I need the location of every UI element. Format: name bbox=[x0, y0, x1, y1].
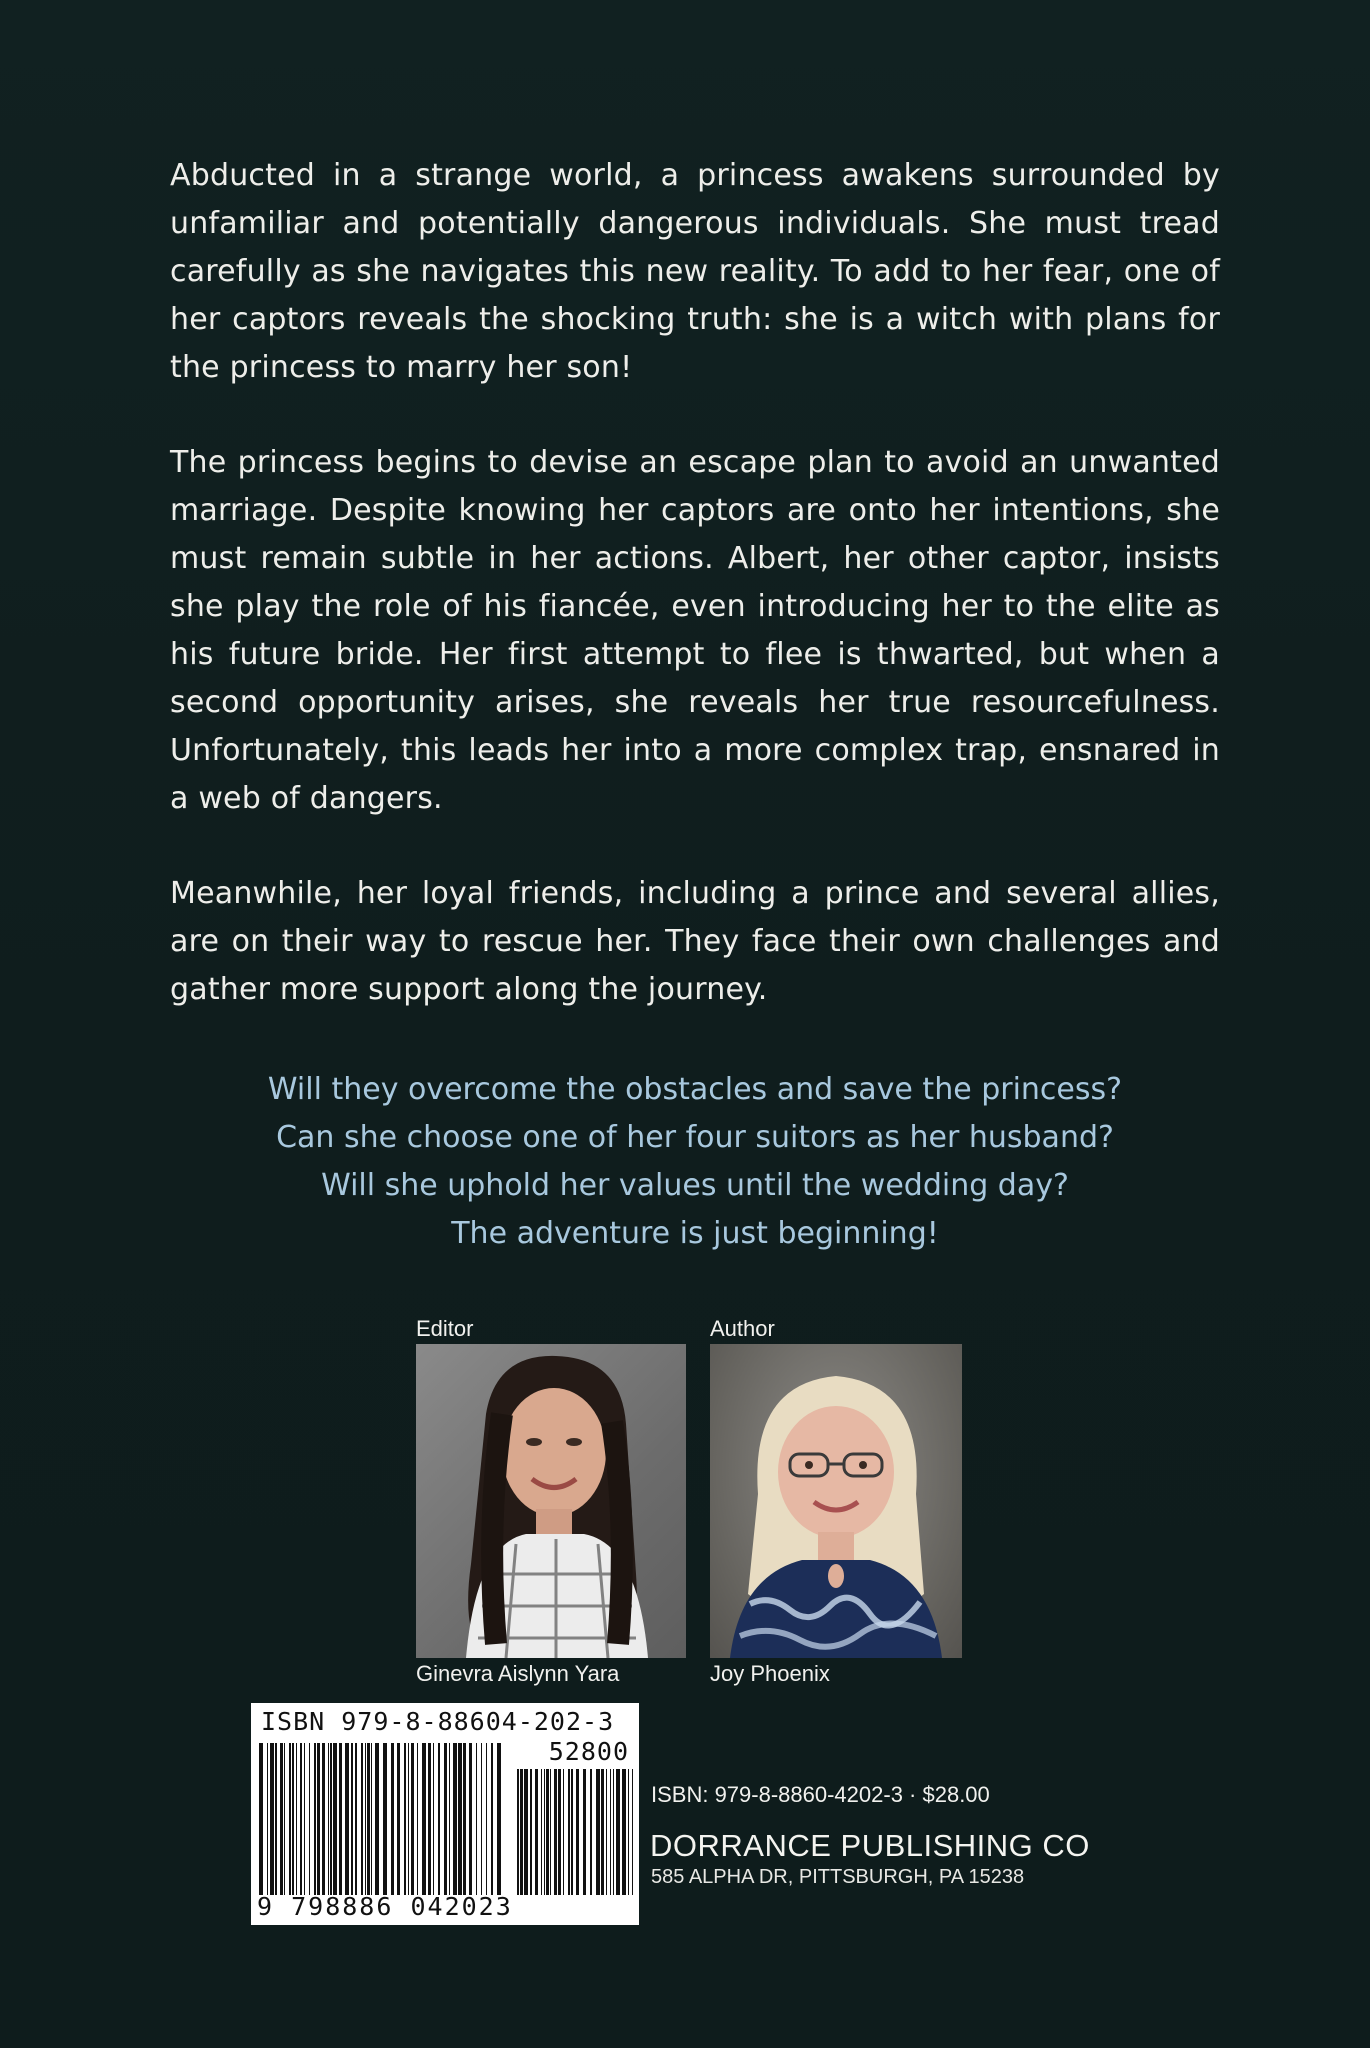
barcode-bar bbox=[517, 1769, 519, 1895]
barcode-bar bbox=[469, 1743, 472, 1895]
barcode-bar bbox=[524, 1769, 528, 1895]
barcode-digits: 9 798886 042023 bbox=[257, 1892, 513, 1921]
barcode-bar bbox=[583, 1769, 586, 1895]
barcode-bar bbox=[280, 1743, 283, 1895]
barcode-bar bbox=[397, 1743, 400, 1895]
barcode-bar bbox=[438, 1743, 440, 1895]
barcode-bar bbox=[345, 1743, 349, 1895]
barcode-bar bbox=[304, 1743, 305, 1895]
teaser-line-4: The adventure is just beginning! bbox=[451, 1216, 939, 1251]
barcode-bar bbox=[371, 1743, 372, 1895]
barcode-bar bbox=[408, 1743, 409, 1895]
barcode-bar bbox=[449, 1743, 450, 1895]
barcode-bar bbox=[558, 1769, 561, 1895]
barcode-bar bbox=[491, 1743, 493, 1895]
barcode-bar bbox=[563, 1769, 564, 1895]
author-name: Joy Phoenix bbox=[710, 1661, 830, 1686]
barcode-bar bbox=[535, 1769, 538, 1895]
editor-photo-block bbox=[416, 1314, 686, 1688]
barcode-bar bbox=[314, 1743, 316, 1895]
barcode-bar bbox=[463, 1743, 466, 1895]
barcode-bar bbox=[554, 1769, 557, 1895]
author-portrait-image bbox=[710, 1344, 962, 1658]
barcode-bar bbox=[428, 1743, 431, 1895]
barcode-isbn-text: ISBN 979-8-88604-202-3 bbox=[261, 1707, 615, 1736]
barcode-bar bbox=[391, 1743, 394, 1895]
teaser-line-2: Can she choose one of her four suitors as her husband? bbox=[276, 1120, 1114, 1155]
teaser-line-1: Will they overcome the obstacles and save the princess? bbox=[267, 1072, 1123, 1107]
barcode-bar bbox=[544, 1769, 545, 1895]
barcode-bar bbox=[571, 1769, 573, 1895]
barcode-bar bbox=[530, 1769, 532, 1895]
barcode-price-code: 52800 bbox=[548, 1737, 629, 1766]
author-photo-block bbox=[710, 1314, 962, 1688]
barcode-bar bbox=[361, 1743, 363, 1895]
barcode-bar bbox=[596, 1769, 600, 1895]
editor-portrait-image bbox=[416, 1344, 686, 1658]
barcode-bar bbox=[411, 1743, 414, 1895]
book-blurb bbox=[170, 152, 1220, 1061]
barcode-bar bbox=[322, 1743, 325, 1895]
barcode-bar bbox=[546, 1769, 549, 1895]
author-photo bbox=[710, 1344, 962, 1658]
barcode-bar bbox=[590, 1769, 592, 1895]
barcode-bar bbox=[351, 1743, 353, 1895]
barcode-bar bbox=[622, 1769, 626, 1895]
barcode-bar bbox=[383, 1743, 387, 1895]
barcode-bar bbox=[309, 1743, 310, 1895]
barcode-bar bbox=[613, 1769, 614, 1895]
barcode-bar bbox=[576, 1769, 579, 1895]
blurb-paragraph-1: Abducted in a strange world, a princess awakens surrounded by unfamiliar and potentially dangerous individuals. She must tread carefully as she navigates this new reality. To add to her fear, one of her captors reveals the shocking truth: she is a witch with plans for the princess to marry her son! bbox=[170, 158, 1220, 385]
editor-photo bbox=[416, 1344, 686, 1658]
barcode-bar bbox=[610, 1769, 611, 1895]
blurb-paragraph-3: Meanwhile, her loyal friends, including a prince and several allies, are on their way to rescue her. They face their own challenges and gather more support along the journey. bbox=[170, 876, 1220, 1007]
barcode-bar bbox=[259, 1743, 263, 1895]
isbn-price-line: ISBN: 979-8-8860-4202-3 · $28.00 bbox=[651, 1782, 990, 1807]
barcode-bar bbox=[444, 1743, 447, 1895]
teaser-line-3: Will she uphold her values until the wedding day? bbox=[321, 1168, 1069, 1203]
barcode-bar bbox=[289, 1743, 291, 1895]
barcode-bar bbox=[453, 1743, 457, 1895]
publisher-address: 585 ALPHA DR, PITTSBURGH, PA 15238 bbox=[651, 1866, 1025, 1888]
barcode-bar bbox=[481, 1743, 482, 1895]
editor-role-label: Editor bbox=[416, 1316, 474, 1341]
barcode-bar bbox=[275, 1743, 277, 1895]
barcode-bar bbox=[628, 1769, 629, 1895]
barcode-bar bbox=[270, 1743, 274, 1895]
isbn-barcode bbox=[251, 1703, 639, 1925]
barcode-bar bbox=[292, 1743, 294, 1895]
barcode-bar bbox=[606, 1769, 607, 1895]
barcode-bar bbox=[568, 1769, 570, 1895]
barcode-bar bbox=[267, 1743, 268, 1895]
publisher-name: DORRANCE PUBLISHING CO bbox=[650, 1828, 1090, 1863]
barcode-bar bbox=[632, 1769, 633, 1895]
barcode-bar bbox=[284, 1743, 285, 1895]
barcode-bar bbox=[601, 1769, 604, 1895]
barcode-bar bbox=[417, 1743, 418, 1895]
barcode-bar bbox=[330, 1743, 332, 1895]
barcode-bar bbox=[375, 1743, 379, 1895]
barcode-bar bbox=[458, 1743, 462, 1895]
barcode-bar bbox=[365, 1743, 366, 1895]
barcode-bar bbox=[422, 1743, 426, 1895]
barcode-bar bbox=[355, 1743, 357, 1895]
barcode-bar bbox=[404, 1743, 406, 1895]
barcode-bar bbox=[328, 1743, 329, 1895]
barcode-bar bbox=[520, 1769, 523, 1895]
barcode-bar bbox=[317, 1743, 320, 1895]
barcode-bar bbox=[296, 1743, 297, 1895]
barcode-bar bbox=[367, 1743, 370, 1895]
barcode-bar bbox=[300, 1743, 302, 1895]
editor-name: Ginevra Aislynn Yara bbox=[416, 1661, 620, 1686]
barcode-bar bbox=[333, 1743, 337, 1895]
barcode-bar bbox=[550, 1769, 551, 1895]
blurb-paragraph-2: The princess begins to devise an escape plan to avoid an unwanted marriage. Despite knowing her captors are onto her intentions, she must remain subtle in her actions. Albert, her other captor, insists she play the role of his fiancée, even introducing her to the elite as his future bride. Her first attempt to flee is thwarted, but when a second opportunity arises, she reveals her true resourcefulness. Unfortunately, this leads her into a more complex trap, ensnared in a web of dangers. bbox=[170, 445, 1220, 816]
barcode-bar bbox=[497, 1743, 501, 1895]
barcode-bar bbox=[541, 1769, 542, 1895]
author-role-label: Author bbox=[710, 1316, 775, 1341]
teaser-questions bbox=[170, 1066, 1220, 1258]
barcode-bar bbox=[616, 1769, 620, 1895]
barcode-bar bbox=[476, 1743, 477, 1895]
barcode-bar bbox=[486, 1743, 487, 1895]
barcode-bar bbox=[339, 1743, 342, 1895]
barcode-bar bbox=[433, 1743, 434, 1895]
